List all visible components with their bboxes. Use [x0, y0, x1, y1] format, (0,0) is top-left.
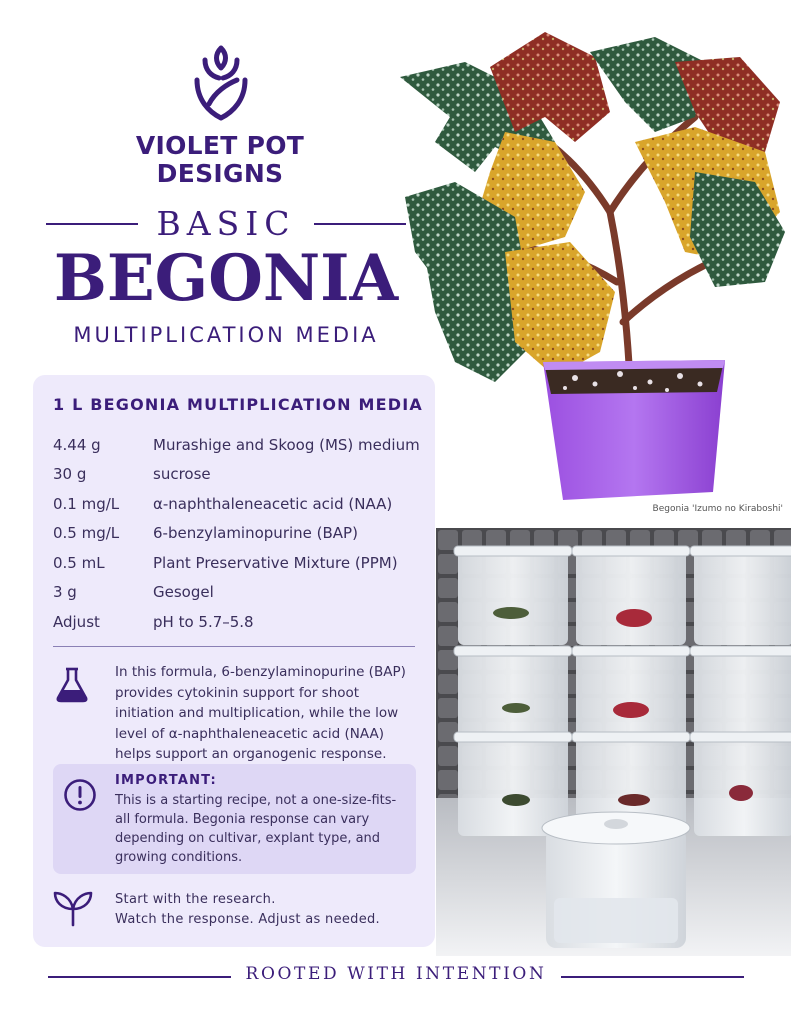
recipe-amount: 0.1 mg/L: [53, 494, 120, 513]
recipe-amount: 3 g: [53, 583, 77, 602]
recipe-ingredient: sucrose: [153, 465, 211, 484]
tulip-logo-icon: [191, 42, 251, 122]
photo-caption: Begonia 'Izumo no Kiraboshi': [652, 504, 783, 514]
recipe-amount: 0.5 mg/L: [53, 524, 120, 543]
recipe-row: [53, 578, 423, 608]
recipe-row: [53, 548, 423, 578]
recipe-amount: 30 g: [53, 465, 87, 484]
recipe-amount: Adjust: [53, 612, 100, 631]
title-rule-right: [314, 223, 406, 225]
sprout-icon: [53, 887, 93, 927]
footer-rule-right: [561, 976, 744, 978]
recipe-amount: 4.44 g: [53, 435, 101, 454]
exclamation-circle-icon: [63, 778, 97, 812]
title-main: BEGONIA: [53, 241, 399, 316]
recipe-row: [53, 460, 423, 490]
research-tip-line-2: Watch the response. Adjust as needed.: [115, 912, 380, 927]
begonia-plant-photo: [395, 22, 791, 517]
culture-jars-photo: [436, 528, 791, 956]
research-tip-text: [115, 890, 380, 930]
recipe-card: [33, 375, 435, 947]
brand-name: [100, 132, 340, 188]
recipe-table: [53, 430, 423, 637]
recipe-heading: 1 L BEGONIA MULTIPLICATION MEDIA: [53, 395, 424, 414]
recipe-row: [53, 519, 423, 549]
title-basic: BASIC: [156, 204, 296, 243]
recipe-ingredient: Plant Preservative Mixture (PPM): [153, 553, 398, 572]
footer-tagline: ROOTED WITH INTENTION: [245, 964, 547, 984]
important-heading: IMPORTANT:: [115, 773, 217, 788]
recipe-row: [53, 607, 423, 637]
flask-icon: [53, 666, 91, 704]
recipe-ingredient: pH to 5.7–5.8: [153, 612, 254, 631]
formula-note-text: In this formula, 6-benzylaminopurine (BAP) provides cytokinin support for shoot initiation and multiplication, while the low level of α-naphthaleneacetic acid (NAA) helps support an organogenic response.: [115, 664, 406, 762]
recipe-ingredient: 6-benzylaminopurine (BAP): [153, 524, 358, 543]
brand-line-2: DESIGNS: [156, 159, 284, 188]
recipe-amount: 0.5 mL: [53, 553, 105, 572]
research-tip: [53, 885, 423, 935]
footer: [48, 962, 744, 992]
important-callout: [53, 764, 416, 874]
research-tip-line-1: Start with the research.: [115, 892, 276, 907]
important-text: This is a starting recipe, not a one-size-fits-all formula. Begonia response can vary depending on cultivar, explant type, and growing conditions.: [115, 793, 397, 865]
recipe-ingredient: α-naphthaleneacetic acid (NAA): [153, 494, 393, 513]
card-divider: [53, 646, 415, 647]
recipe-ingredient: Gesogel: [153, 583, 214, 602]
recipe-row: [53, 430, 423, 460]
recipe-row: [53, 489, 423, 519]
brand-line-1: VIOLET POT: [135, 131, 305, 160]
title-subtitle: MULTIPLICATION MEDIA: [73, 323, 379, 347]
recipe-ingredient: Murashige and Skoog (MS) medium: [153, 435, 420, 454]
